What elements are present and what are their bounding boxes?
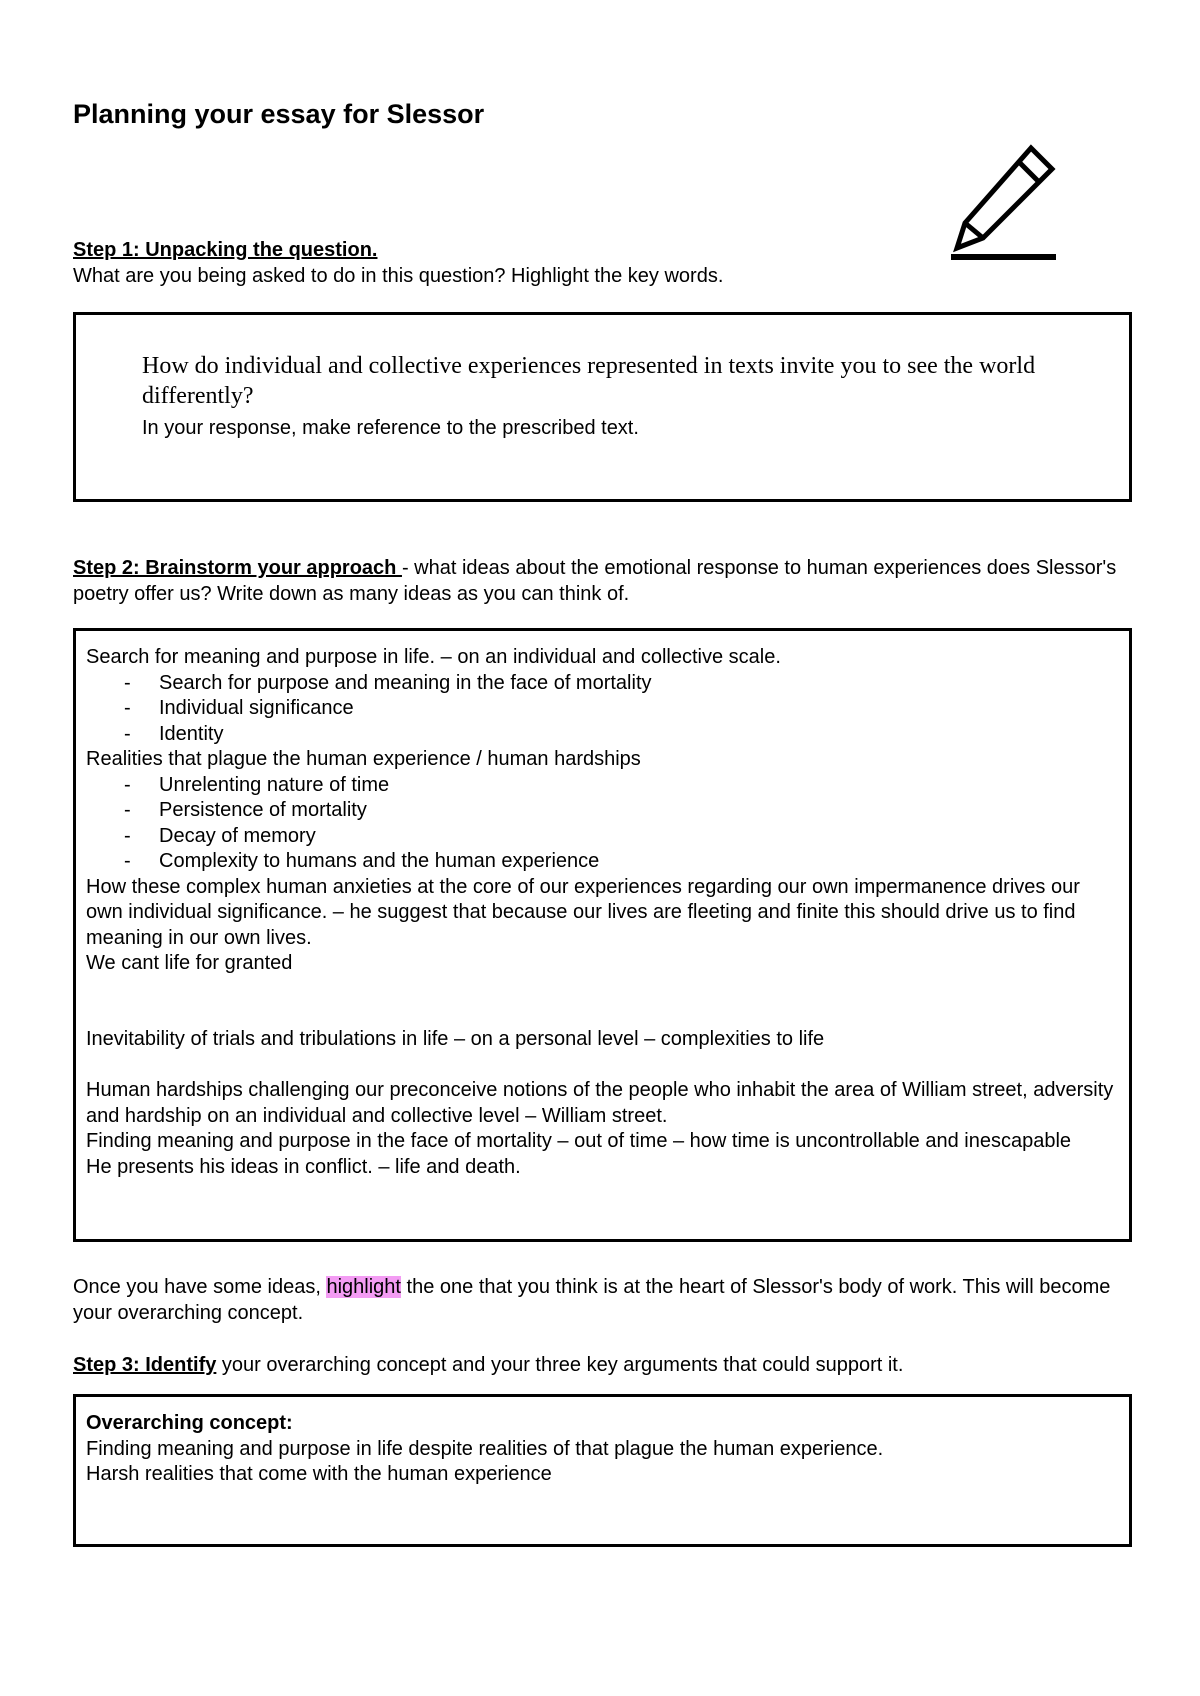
brainstorm-list: [86, 671, 1119, 748]
brainstorm-line: How these complex human anxieties at the core of our experiences regarding our own impermanence drives our own individual significance. – he suggest that because our lives are fleeting and finite this should drive us to find meaning in our own lives.: [86, 875, 1080, 949]
brainstorm-list: [86, 773, 1119, 875]
list-item: - Complexity to humans and the human experience: [86, 849, 1119, 875]
brainstorm-line: Search for meaning and purpose in life. – on an individual and collective scale.: [86, 646, 781, 668]
brainstorm-line: Inevitability of trials and tribulations in life – on a personal level – complexities to life: [86, 1027, 825, 1050]
step3-instruction: your overarching concept and your three key arguments that could support it.: [216, 1354, 904, 1376]
essay-question: How do individual and collective experiences represented in texts invite you to see the world differently?: [142, 353, 1036, 409]
highlight-text-after: the one that you think is at the heart of Slessor's body of work. This will become your overarching concept.: [73, 1276, 1111, 1324]
highlighted-word: highlight: [326, 1276, 401, 1298]
highlight-text-before: Once you have some ideas,: [73, 1276, 327, 1298]
step3-heading: [73, 1352, 1133, 1378]
brainstorm-line: He presents his ideas in conflict. – life and death.: [86, 1155, 521, 1178]
question-note: In your response, make reference to the prescribed text.: [142, 417, 639, 439]
list-item: - Individual significance: [86, 696, 1119, 722]
highlight-instruction: [73, 1274, 1133, 1326]
concept-line: Harsh realities that come with the human experience: [86, 1463, 552, 1485]
question-box: [73, 312, 1132, 502]
step1-instruction: What are you being asked to do in this question? Highlight the key words.: [73, 265, 724, 287]
brainstorm-line: Realities that plague the human experience / human hardships: [86, 748, 641, 770]
concept-box: [73, 1394, 1132, 1547]
concept-line: Finding meaning and purpose in life despite realities of that plague the human experience.: [86, 1437, 884, 1460]
brainstorm-line: We cant life for granted: [86, 952, 293, 974]
step1-label: Step 1: Unpacking the question.: [73, 239, 378, 261]
list-item: - Decay of memory: [86, 824, 1119, 850]
list-item: - Search for purpose and meaning in the face of mortality: [86, 671, 1119, 697]
step2-instruction: - what ideas about the emotional response to human experiences does Slessor's poetry offer us? Write down as many ideas as you can think of.: [73, 557, 1117, 605]
list-item: - Unrelenting nature of time: [86, 773, 1119, 799]
step2-label: Step 2: Brainstorm your approach: [73, 557, 402, 579]
list-item: - Identity: [86, 722, 1119, 748]
brainstorm-box: [73, 628, 1132, 1242]
step3-label: Step 3: Identify: [73, 1354, 217, 1376]
step1-heading: [73, 237, 1133, 289]
brainstorm-line: Human hardships challenging our preconceive notions of the people who inhabit the area of William street, adversity and hardship on an individual and collective level – William street.: [86, 1079, 1114, 1127]
concept-label: Overarching concept:: [86, 1412, 293, 1434]
step2-heading: [73, 555, 1133, 607]
list-item: - Persistence of mortality: [86, 798, 1119, 824]
brainstorm-line: Finding meaning and purpose in the face of mortality – out of time – how time is uncontrollable and inescapable: [86, 1130, 1072, 1152]
page-title: Planning your essay for Slessor: [73, 99, 485, 129]
